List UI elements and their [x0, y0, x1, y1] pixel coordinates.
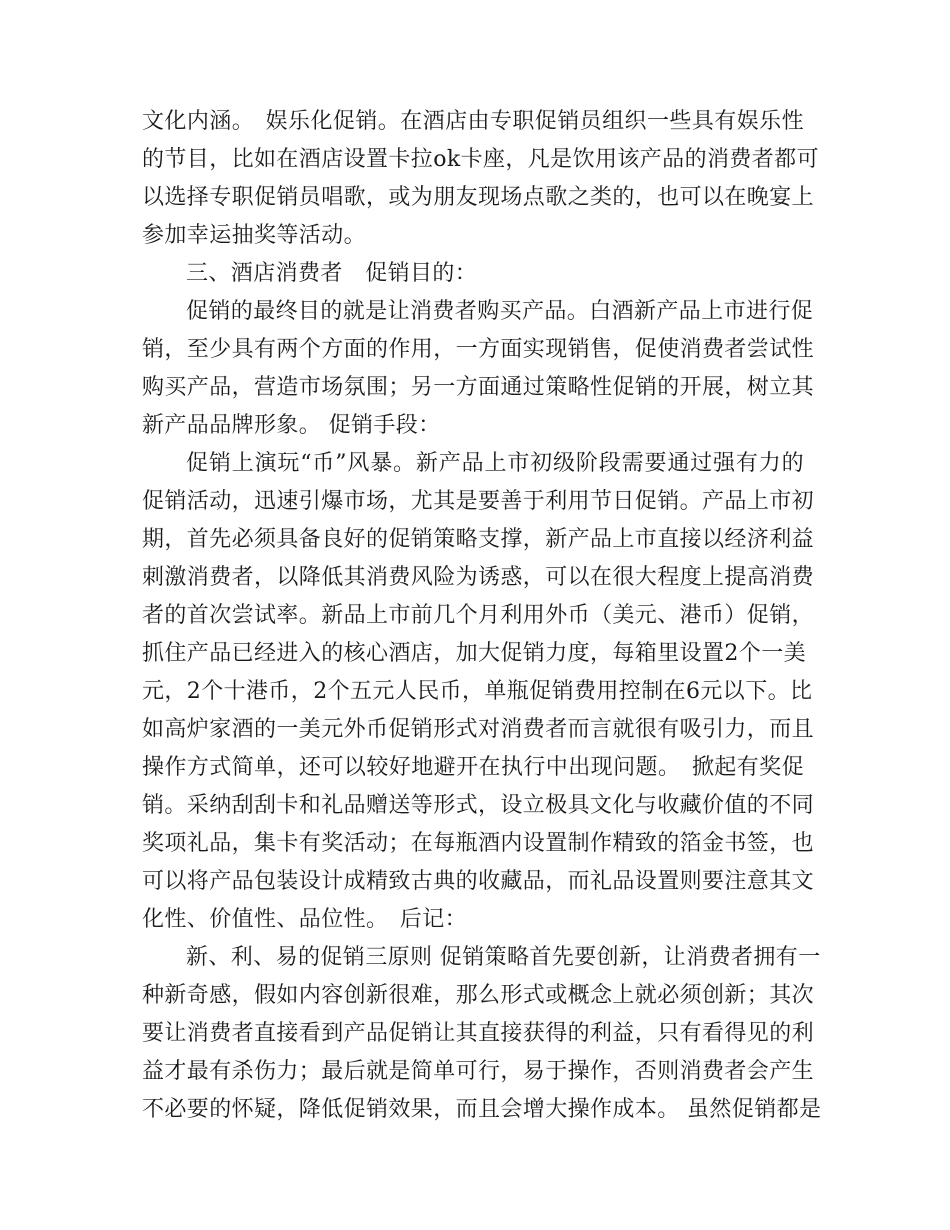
- section-heading: 三、酒店消费者 促销目的：: [186, 261, 478, 286]
- text-line: 元，2个十港币，2个五元人民币，单瓶促销费用控制在6元以下。比: [142, 679, 813, 704]
- text-line: 促销上演玩“币”风暴。新产品上市初级阶段需要通过强有力的: [186, 451, 804, 476]
- text-line: 操作方式简单，还可以较好地避开在执行中出现问题。 掀起有奖促: [142, 755, 804, 780]
- text-line: 新产品品牌形象。 促销手段：: [142, 413, 441, 438]
- text-line: 参加幸运抽奖等活动。: [142, 223, 367, 248]
- text-line: 的节目，比如在酒店设置卡拉ok卡座，凡是饮用该产品的消费者都可: [142, 147, 819, 172]
- text-line: 销，至少具有两个方面的作用，一方面实现销售，促使消费者尝试性: [142, 337, 815, 362]
- text-line: 要让消费者直接看到产品促销让其直接获得的利益，只有看得见的利: [142, 1021, 815, 1046]
- text-line: 以选择专职促销员唱歌，或为朋友现场点歌之类的，也可以在晚宴上: [142, 185, 815, 210]
- text-line: 不必要的怀疑，降低促销效果，而且会增大操作成本。 虽然促销都是: [142, 1097, 822, 1122]
- text-line: 购买产品，营造市场氛围；另一方面通过策略性促销的开展，树立其: [142, 375, 815, 400]
- text-line: 抓住产品已经进入的核心酒店，加大促销力度，每箱里设置2个一美: [142, 641, 806, 666]
- text-line: 者的首次尝试率。新品上市前几个月利用外币（美元、港币）促销，: [142, 603, 815, 628]
- document-body: [142, 103, 822, 1129]
- text-line: 种新奇感，假如内容创新很难，那么形式或概念上就必须创新；其次: [142, 983, 815, 1008]
- text-line: 益才最有杀伤力；最后就是简单可行，易于操作，否则消费者会产生: [142, 1059, 815, 1084]
- text-line: 销。采纳刮刮卡和礼品赠送等形式，设立极具文化与收藏价值的不同: [142, 793, 815, 818]
- text-line: 期，首先必须具备良好的促销策略支撑，新产品上市直接以经济利益: [142, 527, 815, 552]
- text-line: 如高炉家酒的一美元外币促销形式对消费者而言就很有吸引力，而且: [142, 717, 815, 742]
- text-line: 促销的最终目的就是让消费者购买产品。白酒新产品上市进行促: [186, 299, 814, 324]
- text-line: 新、利、易的促销三原则 促销策略首先要创新，让消费者拥有一: [186, 945, 821, 970]
- text-line: 刺激消费者，以降低其消费风险为诱惑，可以在很大程度上提高消费: [142, 565, 815, 590]
- text-line: 促销活动，迅速引爆市场，尤其是要善于利用节日促销。产品上市初: [142, 489, 815, 514]
- text-line: 化性、价值性、品位性。 后记：: [142, 907, 468, 932]
- text-line: 奖项礼品，集卡有奖活动；在每瓶酒内设置制作精致的箔金书签，也: [142, 831, 815, 856]
- text-line: 文化内涵。 娱乐化促销。在酒店由专职促销员组织一些具有娱乐性: [142, 109, 804, 134]
- text-line: 可以将产品包装设计成精致古典的收藏品，而礼品设置则要注意其文: [142, 869, 815, 894]
